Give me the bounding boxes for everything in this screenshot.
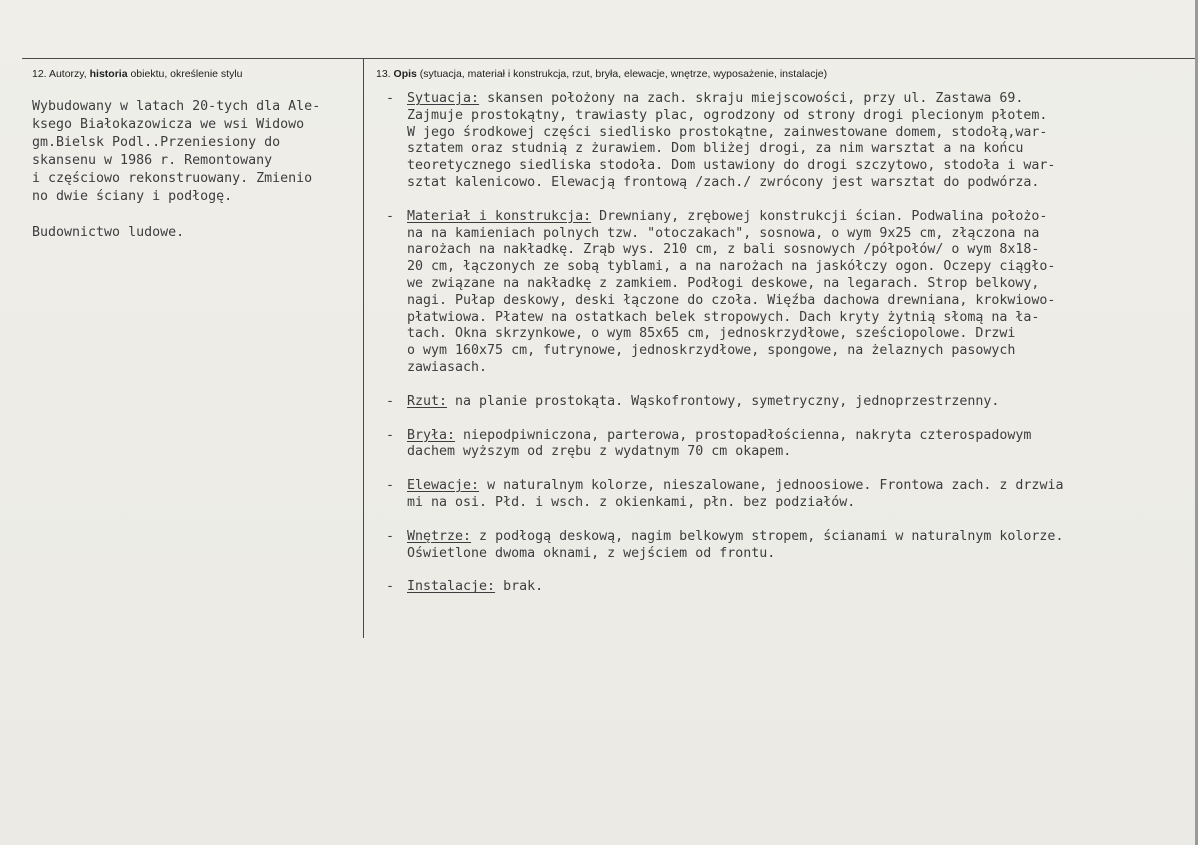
description-section [386, 579, 1198, 596]
bullet-dash: - [386, 208, 395, 224]
section-first-line [386, 394, 1198, 411]
section-title: Elewacje: [407, 478, 480, 494]
section-title: Sytuacja: [407, 91, 480, 106]
right-column-header [376, 68, 827, 80]
bullet-dash: - [386, 528, 395, 544]
section-text: na planie prostokąta. Wąskofrontowy, symetryczny, jednoprzestrzenny. [447, 393, 1000, 409]
description-body [386, 91, 1198, 613]
section-text: skansen położony na zach. skraju miejscowości, przy ul. Zastawa 69. [479, 91, 1024, 106]
description-section [386, 478, 1198, 512]
section-text: w naturalnym kolorze, nieszalowane, jednoosiowe. Frontowa zach. z drzwia [479, 478, 1064, 494]
section-title: Wnętrze: [407, 528, 472, 544]
section-title: Bryła: [407, 427, 456, 443]
section-first-line [386, 478, 1198, 495]
left-header-text-b: obiektu, określenie stylu [127, 68, 243, 80]
section-continuation: na na kamieniach polnych tzw. "otoczakach", sosnowa, o wym 9x25 cm, złączona na narożach na nakładkę. Zrąb wys. 210 cm, z bali sosnowych /półpołów/ o wym 8x18- 20 cm, łączonych ze sobą tyblami, a na narożach na jaskółczy ogon. Oczepy ciągło- we związane na nakładkę z zamkiem. Podłogi deskowe, na legarach. Strop belkowy, nagi. Pułap deskowy, deski łączone do czoła. Więźba dachowa drewniana, krokwiowo- płatwiowa. Płatew na ostatkach belek stropowych. Dach kryty żytnią słomą na ła- tach. Okna skrzynkowe, o wym 85x65 cm, jednoskrzydłowe, sześciopolowe. Drzwi o wym 160x75 cm, futrynowe, jednoskrzydłowe, spongowe, na żelaznych pasowych zawiasach. [407, 225, 1056, 375]
section-first-line [386, 209, 1198, 226]
section-first-line [386, 428, 1198, 445]
right-header-number: 13. [376, 68, 391, 80]
description-section [386, 91, 1198, 192]
bullet-dash: - [386, 91, 395, 106]
left-column-header [32, 68, 243, 80]
left-header-text-a: Autorzy, [46, 68, 90, 80]
section-text: z podłogą deskową, nagim belkowym stropem, ścianami w naturalnym kolorze. [471, 528, 1064, 544]
section-continuation: Oświetlone dwoma oknami, z wejściem od frontu. [407, 545, 776, 561]
section-text: brak. [495, 579, 544, 595]
bullet-dash: - [386, 427, 395, 443]
section-title: Materiał i konstrukcja: [407, 208, 592, 224]
top-rule [22, 58, 1198, 59]
right-header-rest: (sytuacja, materiał i konstrukcja, rzut, bryła, elewacje, wnętrze, wyposażenie, instalacje) [416, 68, 828, 80]
section-first-line [386, 529, 1198, 546]
column-divider [363, 58, 364, 638]
right-header-bold: Opis [390, 68, 417, 80]
section-continuation: dachem wyższym od zrębu z wydatnym 70 cm okapem. [407, 444, 792, 460]
section-continuation: mi na osi. Płd. i wsch. z okienkami, płn. bez podziałów. [407, 494, 856, 510]
bullet-dash: - [386, 579, 395, 595]
section-title: Rzut: [407, 393, 448, 409]
bullet-dash: - [386, 478, 395, 494]
history-text: Wybudowany w latach 20-tych dla Ale- ksego Białokazowicza we wsi Widowo gm.Bielsk Podl..Przeniesiony do skansenu w 1986 r. Remontowany i częściowo rekonstruowany. Zmienio no dwie ściany i podłogę. Budownictwo ludowe. [32, 99, 321, 240]
description-section [386, 529, 1198, 563]
section-text: niepodpiwniczona, parterowa, prostopadłościenna, nakryta czterospadowym [455, 427, 1032, 443]
bullet-dash: - [386, 393, 395, 409]
left-header-bold: historia [89, 68, 128, 80]
section-first-line [386, 91, 1198, 108]
description-section [386, 394, 1198, 411]
description-section [386, 428, 1198, 462]
section-continuation: Zajmuje prostokątny, trawiasty plac, ogrodzony od strony drogi plecionym płotem. W jego środkowej części siedlisko prostokątne, zainwestowane domem, stodołą,war- sztatem oraz studnią z żurawiem. Dom bliżej drogi, za nim warsztat a na końcu teoretycznego siedliska stodoła. Dom ustawiony do drogi szczytowo, stodoła i war- sztat kalenicowo. Elewacją frontową /zach./ zwrócony jest warsztat do podwórza. [407, 107, 1056, 190]
section-title: Instalacje: [407, 579, 496, 595]
section-first-line [386, 579, 1198, 596]
section-text: Drewniany, zrębowej konstrukcji ścian. Podwalina położo- [591, 208, 1048, 224]
description-section [386, 209, 1198, 377]
left-header-number: 12. [32, 68, 47, 80]
